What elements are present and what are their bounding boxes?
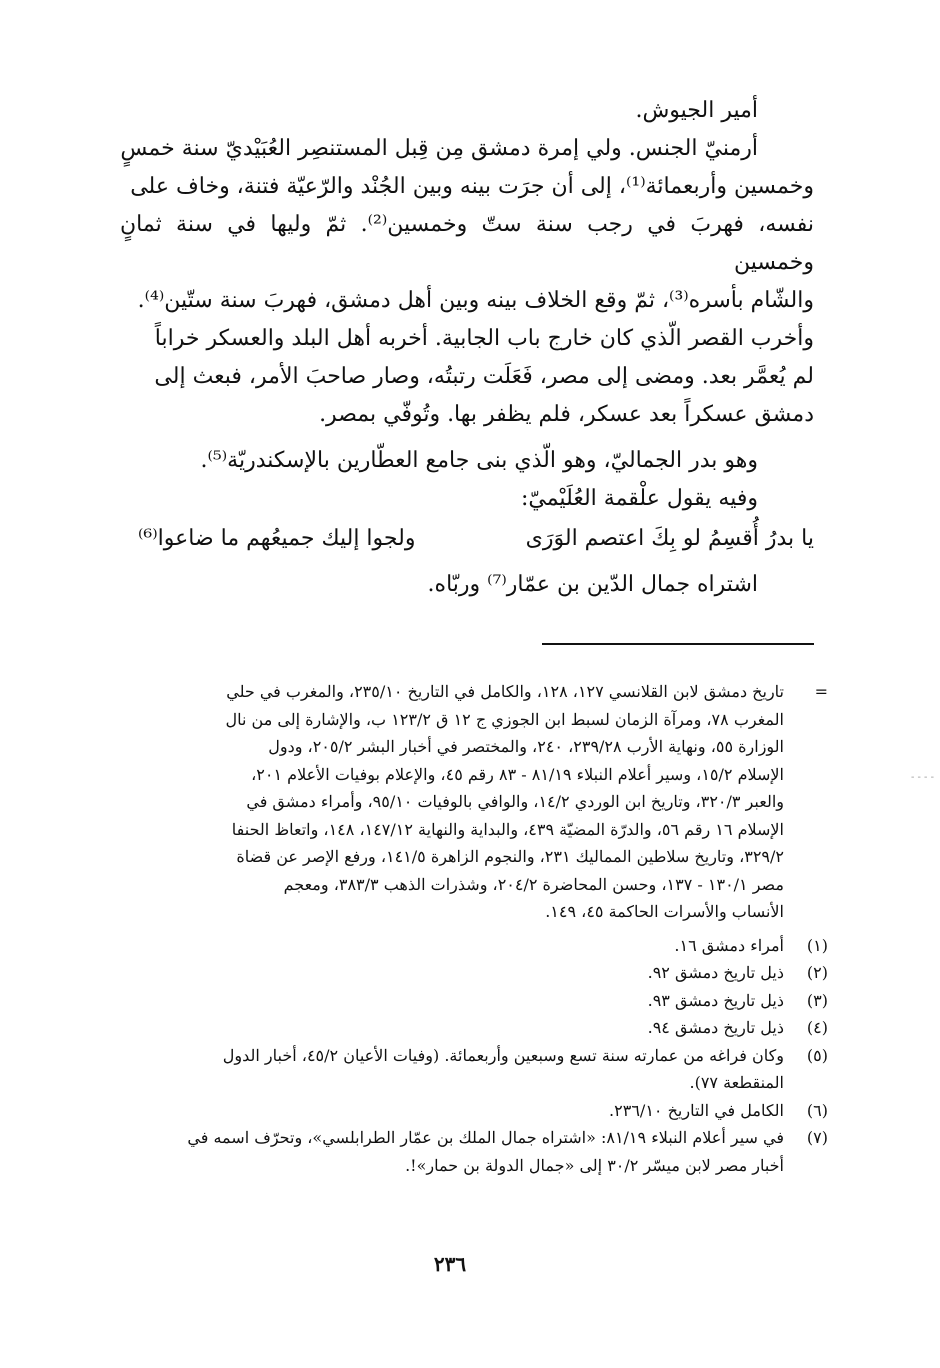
main-text (120, 92, 814, 604)
footnotes (120, 678, 828, 1179)
footnote-marker: (٥) (806, 1045, 828, 1065)
footnote-text (120, 987, 784, 1015)
footnote-text (120, 678, 784, 926)
footnote-text (120, 1124, 784, 1179)
footnote (120, 1014, 828, 1042)
footnote-line: أخبار مصر لابن ميسّر ٣٠/٢ إلى «جمال الدولة بن حمار»!. (405, 1155, 784, 1175)
footnote-line: وكان فراغه من عمارته سنة تسع وسبعين وأربعمائة. (وفيات الأعيان ٤٥/٢، أخبار الدول (222, 1045, 784, 1065)
main-line: نفسه، فهربَ في رجب سنة ستّ وخمسين⁽²⁾. ثمّ وليها في سنة ثمانٍ وخمسين (120, 212, 815, 275)
footnote-line: الوزارة ٥٥، ونهاية الأرب ٢٣٩/٢٨، ٢٤٠، والمختصر في أخبار البشر ٢٠٥/٢، ودول (268, 737, 784, 756)
footnote (120, 1042, 828, 1097)
footnote-line: المغرب ٧٨، ومرآة الزمان لسبط ابن الجوزي ج ١٢ ق ١٢٣/٢ ب، والإشارة إلى من نال (225, 709, 784, 729)
main-line: وخمسين وأربعمائة⁽¹⁾، إلى أن جرَت بينه وبين الجُنْد والرّعيّة فتنة، وخاف على (130, 174, 814, 199)
footnote-marker: = (814, 682, 828, 701)
footnote-marker: (٦) (806, 1100, 828, 1120)
footnote-marker: (٧) (806, 1128, 828, 1147)
main-line: دمشق عسكراً بعد عسكر، فلم يظفر بها. وتُوفّي بمصر. (319, 402, 814, 427)
footnote-line: الكامل في التاريخ ٢٣٦/١٠. (609, 1100, 784, 1120)
footnote (120, 959, 828, 987)
footnote-divider (542, 643, 814, 645)
footnote-line: ذيل تاريخ دمشق ٩٤. (647, 1018, 784, 1037)
footnote-text (120, 1097, 784, 1125)
main-line: وفيه يقول علْقمة العُلَيْميّ: (520, 486, 758, 511)
footnote-text (120, 1042, 784, 1097)
main-line: اشتراه جمال الدّين بن عمّار⁽⁷⁾ وربّاه. (427, 572, 758, 597)
footnote (120, 987, 828, 1015)
footnote-marker: (٤) (806, 1018, 828, 1037)
footnote (120, 678, 828, 926)
footnote-marker: (١) (806, 935, 828, 955)
main-line: وهو بدر الجماليّ، وهو الّذي بنى جامع العطّارين بالإسكندريّة⁽⁵⁾. (200, 448, 758, 473)
footnote-line: الإسلام ١٥/٢، وسير أعلام النبلاء ٨١/١٩ - ٨٣ رقم ٤٥، والإعلام بوفيات الأعلام ٢٠١، (251, 764, 784, 784)
footnote-line: تاريخ دمشق لابن القلانسي ١٢٧، ١٢٨، والكامل في التاريخ ٢٣٥/١٠، والمغرب في حلي (226, 682, 784, 701)
footnote (120, 1097, 828, 1125)
footnote (120, 932, 828, 960)
footnote-line: المنقطعة ٧٧). (689, 1073, 784, 1092)
footnote-marker: (٣) (806, 990, 828, 1010)
footnote-line: الأنساب والأسرات الحاكمة ٤٥، ١٤٩. (545, 902, 784, 921)
footnote (120, 1124, 828, 1179)
footnote-text (120, 1014, 784, 1042)
page-number: ٢٣٦ (433, 1252, 467, 1276)
main-line: لم يُعمَّر بعد. ومضى إلى مصر، فَعَلَت رتبتُه، وصار صاحبَ الأمر، فبعث إلى (154, 364, 814, 389)
footnote-line: ذيل تاريخ دمشق ٩٣. (647, 990, 784, 1010)
footnote-text (120, 959, 784, 987)
footnote-line: أمراء دمشق ١٦. (674, 935, 784, 955)
footnote-line: ٣٢٩/٢، وتاريخ سلاطين المماليك ٢٣١، والنجوم الزاهرة ١٤١/٥، ورفع الإصر عن قضاة (236, 847, 784, 866)
footnote-line: مصر ١٣٠/١ - ١٣٧، وحسن المحاضرة ٢٠٤/٢، وشذرات الذهب ٣٨٣/٣، ومعجم (283, 874, 784, 894)
footnote-line: ذيل تاريخ دمشق ٩٢. (647, 963, 784, 982)
poem-verse (120, 520, 814, 558)
main-line: وأخرب القصر الّذي كان خارج باب الجابية. أخربه أهل البلد والعسكر خراباً (154, 326, 814, 351)
main-line: أرمنيّ الجنس. ولي إمرة دمشق مِن قِبل المستنصِر العُبَيْديّ سنة خمسٍ (120, 136, 758, 161)
main-line: أمير الجيوش. (635, 98, 758, 123)
footnote-line: في سير أعلام النبلاء ٨١/١٩: «اشتراه جمال الملك بن عمّار الطرابلسي»، وتحرّف اسمه في (187, 1128, 784, 1147)
verse-second-hemistich: ولجوا إليك جميعُهم ما ضاعوا⁽⁶⁾ (138, 526, 416, 551)
footnote-line: والعبر ٣٢٠/٣، وتاريخ ابن الوردي ١٤/٢، والوافي بالوفيات ٩٥/١٠، وأمراء دمشق في (246, 792, 784, 811)
verse-first-hemistich: يا بدرُ أُقسِمُ لو بِكَ اعتصم الوَرَى (525, 526, 814, 551)
main-line: والشّام بأسره⁽³⁾، ثمّ وقع الخلاف بينه وبين أهل دمشق، فهربَ سنة ستّين⁽⁴⁾. (137, 288, 814, 313)
footnote-text (120, 932, 784, 960)
scan-margin-mark: - - - - (910, 772, 934, 783)
footnote-marker: (٢) (806, 963, 828, 982)
footnote-line: الإسلام ١٦ رقم ٥٦، والدرّة المضيّة ٤٣٩، والبداية والنهاية ١٤٧/١٢، ١٤٨، واتعاظ الحنفا (231, 819, 784, 839)
